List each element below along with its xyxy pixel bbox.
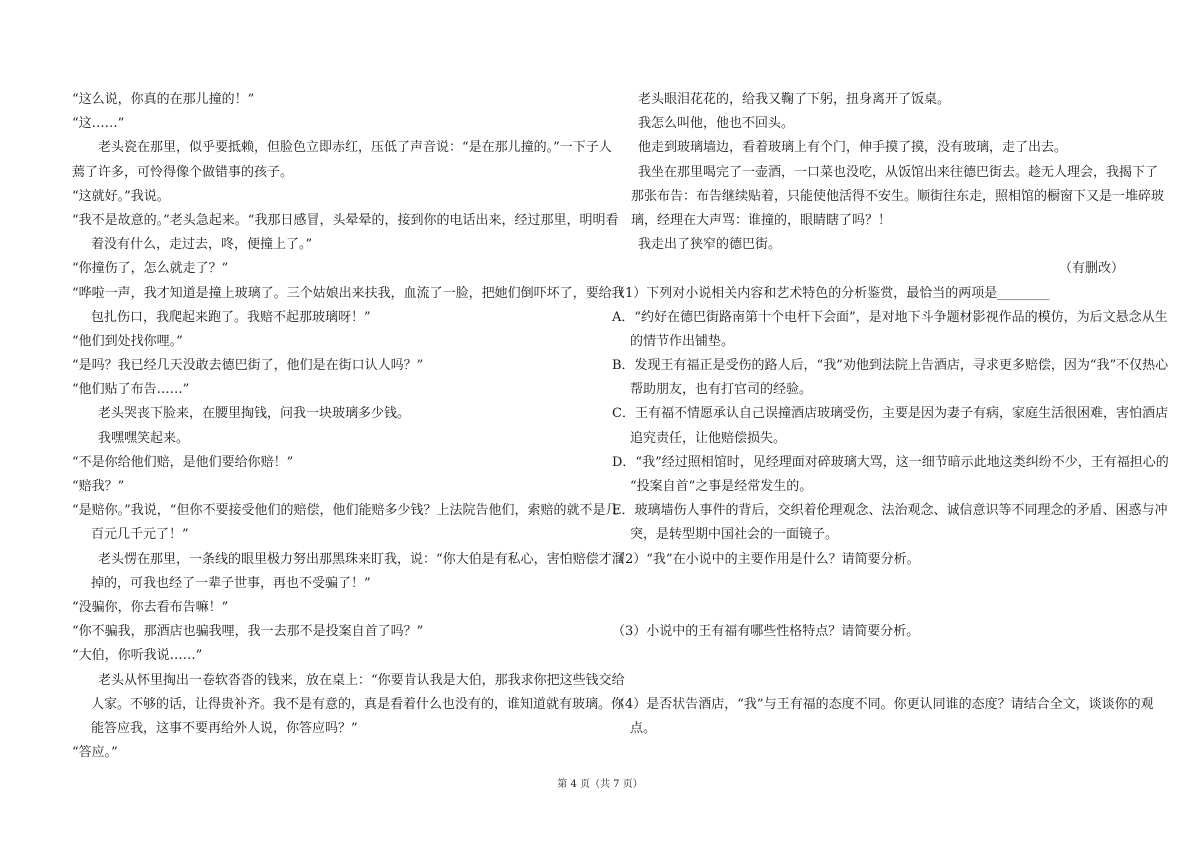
question-2: （2）“我”在小说中的主要作用是什么？请简要分析。 xyxy=(612,551,920,567)
text-line: “他们贴了布告……” xyxy=(72,382,190,398)
text-line: 老头眼泪花花的，给我又鞠了下躬，扭身离开了饭桌。 xyxy=(638,92,951,107)
option-c: C．王有福不情愿承认自己误撞酒店玻璃受伤，主要是因为妻子有病，家庭生活很困难，害怕酒店 xyxy=(612,406,1168,422)
text-line: “这么说，你真的在那儿撞的！” xyxy=(72,92,255,107)
text-line: 那张布告：布告继续贴着，只能使他活得不安生。顺街往东走，照相馆的橱窗下又是一堆碎玻 xyxy=(631,188,1165,204)
text-line: “赔我？” xyxy=(72,479,125,494)
option-c-cont: 追究责任，让他赔偿损失。 xyxy=(630,430,787,446)
question-4-cont: 点。 xyxy=(630,720,657,736)
text-line: 我怎么叫他，他也不回头。 xyxy=(638,116,795,132)
text-line: 我坐在那里喝完了一壶酒，一口菜也没吃，从饭馆出来往德巴街去。趁无人理会，我揭下了 xyxy=(638,164,1159,180)
text-line: 老头从怀里掏出一卷软沓沓的钱来，放在桌上：“你要肯认我是大伯，那我求你把这些钱交给 xyxy=(98,672,625,688)
option-a-cont: 的情节作出铺垫。 xyxy=(630,333,735,349)
text-line: “你撞伤了，怎么就走了？” xyxy=(72,261,229,277)
question-3: （3）小说中的王有福有哪些性格特点？请简要分析。 xyxy=(612,624,920,640)
option-d: D．“我”经过照相馆时，见经理面对碎玻璃大骂，这一细节暗示此地这类纠纷不少，王有福担心的 xyxy=(612,454,1169,470)
text-line: “大伯，你听我说……” xyxy=(72,648,203,664)
text-line: “你不骗我，那酒店也骗我哩，我一去那不是投案自首了吗？” xyxy=(72,624,424,640)
text-line: 老头瓷在那里，似乎要抵赖，但脸色立即赤红，压低了声音说：“是在那儿撞的。”一下子人 xyxy=(98,140,612,156)
answer-space xyxy=(612,644,1132,692)
text-line: 我嘿嘿笑起来。 xyxy=(98,430,190,446)
answer-space xyxy=(612,572,1132,620)
left-column xyxy=(72,88,625,765)
option-a: A．“约好在德巴街路南第十个电杆下会面”，是对地下斗争题材影视作品的模仿，为后文悬念从生 xyxy=(612,309,1168,325)
text-line: “是赔你。”我说，“但你不要接受他们的赔偿，他们能赔多少钱？上法院告他们，索赔的就不是几 xyxy=(72,503,619,519)
option-e: E．玻璃墙伤人事件的背后，交织着伦理观念、法治观念、诚信意识等不同理念的矛盾、困惑与冲 xyxy=(612,503,1168,519)
question-1: （1）下列对小说相关内容和艺术特色的分析鉴赏，最恰当的两项是________ xyxy=(612,285,1050,301)
text-line: 老头哭丧下脸来，在腰里掏钱，问我一块玻璃多少钱。 xyxy=(98,406,411,422)
text-line: “不是你给他们赔，是他们要给你赔！” xyxy=(72,454,294,470)
text-line: 能答应我，这事不要再给外人说，你答应吗？” xyxy=(91,720,358,736)
text-line: 他走到玻璃墙边，看着玻璃上有个门，伸手摸了摸，没有玻璃，走了出去。 xyxy=(638,140,1068,156)
text-line: “这……” xyxy=(72,116,125,132)
text-line: “我不是故意的。”老头急起来。“我那日感冒，头晕晕的，接到你的电话出来，经过那里，明明看 xyxy=(72,212,619,228)
text-line: 我走出了狭窄的德巴街。 xyxy=(638,237,782,253)
text-line: “没骗你，你去看布告嘛！” xyxy=(72,599,229,615)
text-line: 包扎伤口，我爬起来跑了。我赔不起那玻璃呀！” xyxy=(91,309,371,325)
page-number: 第 4 页（共 7 页） xyxy=(557,779,643,790)
text-line: 人家。不够的话，让得贵补齐。我不是有意的，真是看着什么也没有的，谁知道就有玻璃。你 xyxy=(91,696,625,712)
text-line: 老头愣在那里，一条线的眼里极力努出那黑珠来盯我，说：“你大伯是有私心，害怕赔偿才溜 xyxy=(98,551,625,567)
option-b-cont: 帮助朋友，也有打官司的经验。 xyxy=(630,382,813,398)
text-line: “哗啦一声，我才知道是撞上玻璃了。三个姑娘出来扶我，血流了一脸，把她们倒吓坏了，要给我 xyxy=(72,285,625,301)
source-note: （有删改） xyxy=(1058,261,1124,277)
text-line: “是吗？我已经几天没敢去德巴街了，他们是在街口认人吗？” xyxy=(72,358,424,374)
text-line: 百元几千元了！” xyxy=(91,527,189,543)
right-column xyxy=(612,88,1169,741)
option-b: B．发现王有福正是受伤的路人后，“我”劝他到法院上告酒店，寻求更多赔偿，因为“我”不仅热心 xyxy=(612,358,1169,374)
text-line: 璃，经理在大声骂：谁撞的，眼睛瞎了吗？！ xyxy=(631,212,892,228)
text-line: “这就好。”我说。 xyxy=(72,188,170,204)
text-line: 蔫了许多，可怜得像个做错事的孩子。 xyxy=(72,164,294,180)
question-4: （4）是否状告酒店，“我”与王有福的态度不同。你更认同谁的态度？请结合全文，谈谈你的观 xyxy=(612,696,1154,712)
text-line: 着没有什么，走过去，咚，便撞上了。” xyxy=(91,237,313,253)
option-d-cont: “投案自首”之事是经常发生的。 xyxy=(630,479,813,494)
text-line: “他们到处找你哩。” xyxy=(72,333,183,349)
text-line: 掉的，可我也经了一辈子世事，再也不受骗了！” xyxy=(91,575,371,591)
option-e-cont: 突，是转型期中国社会的一面镜子。 xyxy=(630,527,839,543)
text-line: “答应。” xyxy=(72,745,118,761)
